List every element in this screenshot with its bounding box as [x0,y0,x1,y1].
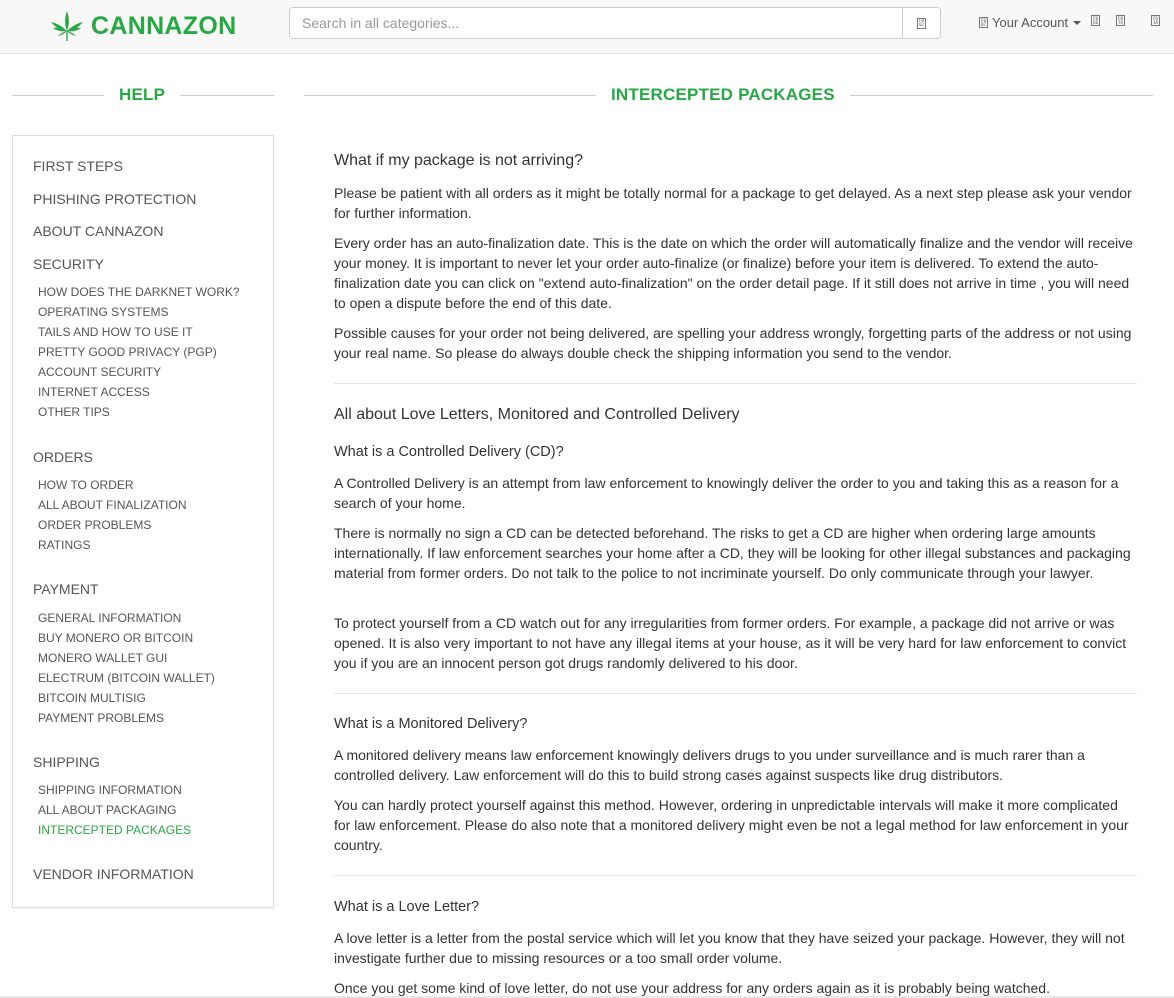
sidebar-subitem-general-information[interactable]: GENERAL INFORMATION [38,611,182,625]
paragraph: Every order has an auto-finalization date. This is the date on which the order will automatically finalize and the vendor will receive your money. It is important to never let your order auto-finalize (or finalize) before your item is delivered. To extend the auto-finalization date you can click on "extend auto-finalization" on the order detail page. If it still does not arrive in time , you will need to open a dispute before the end of this date. [334,235,1133,311]
paragraph: Possible causes for your order not being delivered, are spelling your address wrongly, forgetting parts of the address or not using your real name. So please do always double check the shipping information you send to the vendor. [334,325,1132,361]
paragraph: A Controlled Delivery is an attempt from law enforcement to knowingly deliver the order to you and taking this as a reason for a search of your home. [334,475,1119,511]
title-rule [304,95,596,96]
sidebar-subitem-ratings[interactable]: RATINGS [38,538,91,552]
envelope-icon[interactable]: F0 E0 [1091,15,1100,26]
section-heading: What if my package is not arriving? [334,152,583,169]
sidebar-subitem-tails[interactable]: TAILS AND HOW TO USE IT [38,325,193,339]
sidebar-subitem-payment-problems[interactable]: PAYMENT PROBLEMS [38,711,165,725]
sidebar-item-security[interactable]: SECURITY [33,256,104,272]
top-navbar [0,0,1174,54]
sidebar-subitem-shipping-information[interactable]: SHIPPING INFORMATION [38,783,182,797]
shopping-cart-icon[interactable]: F0 7A [1116,15,1125,26]
sub-heading: What is a Monitored Delivery? [334,716,528,732]
sidebar-title [12,84,274,106]
brand-logo[interactable] [50,8,236,44]
section-divider [334,383,1137,384]
sidebar-subitem-monero-wallet[interactable]: MONERO WALLET GUI [38,651,168,665]
sidebar-subitem-bitcoin-multisig[interactable]: BITCOIN MULTISIG [38,691,146,705]
sidebar-item-orders[interactable]: ORDERS [33,449,93,465]
sidebar-subitem-operating-systems[interactable]: OPERATING SYSTEMS [38,305,169,319]
sidebar-subitem-other-tips[interactable]: OTHER TIPS [38,405,110,419]
paragraph: There is normally no sign a CD can be detected beforehand. The risks to get a CD are higher when ordering large amounts internationally. If law enforcement searches your home after a CD, they will be looking for other illegal substances and packaging material from former orders. Do not talk to the police to not incriminate yourself. Do only communicate through your lawyer. [334,525,1131,581]
user-icon: F0 07 [979,17,988,28]
sidebar-item-first-steps[interactable]: FIRST STEPS [33,158,123,174]
title-rule [12,95,104,96]
paragraph: Please be patient with all orders as it might be totally normal for a package to get delayed. As a next step please ask your vendor for further information. [334,185,1132,221]
page-title [304,84,1153,106]
paragraph: A love letter is a letter from the postal service which will let you know that they have seized your package. However, they will not investigate further due to missing resources or a too small order volume. [334,930,1125,966]
paragraph: You can hardly protect yourself against this method. However, ordering in unpredictable intervals will make it more complicated for law enforcement. Please do also note that a monitored delivery might even be not a legal method for law enforcement in your country. [334,797,1129,853]
sidebar-subitem-order-problems[interactable]: ORDER PROBLEMS [38,518,152,532]
section-divider [334,693,1137,694]
sidebar-subitem-account-security[interactable]: ACCOUNT SECURITY [38,365,162,379]
paragraph: To protect yourself from a CD watch out for any irregularities from former orders. For example, a package did not arrive or was opened. It is also very important to not have any illegal items at your house, as it will be very hard for law enforcement to convict you if you are an innocent person got drugs randomly delivered to his door. [334,615,1127,671]
sidebar-item-payment[interactable]: PAYMENT [33,581,99,597]
sub-heading: What is a Controlled Delivery (CD)? [334,444,564,460]
account-label: Your Account [992,15,1069,30]
help-sidebar [12,135,274,908]
sidebar-subitem-pgp[interactable]: PRETTY GOOD PRIVACY (PGP) [38,345,217,359]
cannabis-leaf-icon [50,9,84,43]
section-heading: All about Love Letters, Monitored and Controlled Delivery [334,406,740,423]
account-dropdown[interactable] [979,15,1081,30]
section-divider [334,875,1137,876]
search-bar [289,7,941,39]
search-icon: F0 02 [917,18,926,29]
sidebar-subitem-electrum[interactable]: ELECTRUM (BITCOIN WALLET) [38,671,215,685]
page-title-text: INTERCEPTED PACKAGES [611,85,835,104]
caret-down-icon [1073,21,1081,25]
search-button[interactable] [902,8,940,38]
title-rule [180,95,274,96]
sidebar-subitem-buy-monero[interactable]: BUY MONERO OR BITCOIN [38,631,194,645]
sidebar-subitem-darknet[interactable]: HOW DOES THE DARKNET WORK? [38,285,240,299]
paragraph: Once you get some kind of love letter, do not use your address for any orders again as it is probably being watched. [334,980,1050,996]
sub-heading: What is a Love Letter? [334,899,480,915]
sidebar-item-about-cannazon[interactable]: ABOUT CANNAZON [33,223,164,239]
search-input[interactable] [290,8,902,38]
sidebar-item-shipping[interactable]: SHIPPING [33,754,100,770]
sidebar-subitem-internet-access[interactable]: INTERNET ACCESS [38,385,150,399]
brand-name: CANNAZON [91,11,237,40]
sidebar-subitem-packaging[interactable]: ALL ABOUT PACKAGING [38,803,177,817]
sidebar-subitem-how-to-order[interactable]: HOW TO ORDER [38,478,134,492]
sidebar-title-text: HELP [119,85,166,104]
sidebar-subitem-intercepted-packages[interactable]: INTERCEPTED PACKAGES [38,823,192,837]
sidebar-item-vendor-information[interactable]: VENDOR INFORMATION [33,866,194,882]
paragraph: A monitored delivery means law enforcement knowingly delivers drugs to you under surveillance and is much rarer than a controlled delivery. Law enforcement will do this to build strong cases against suspects like drug distributors. [334,747,1085,783]
sidebar-subitem-finalization[interactable]: ALL ABOUT FINALIZATION [38,498,187,512]
list-icon[interactable]: F0 3A [1151,15,1160,26]
title-rule [850,95,1153,96]
sidebar-item-phishing-protection[interactable]: PHISHING PROTECTION [33,191,197,207]
